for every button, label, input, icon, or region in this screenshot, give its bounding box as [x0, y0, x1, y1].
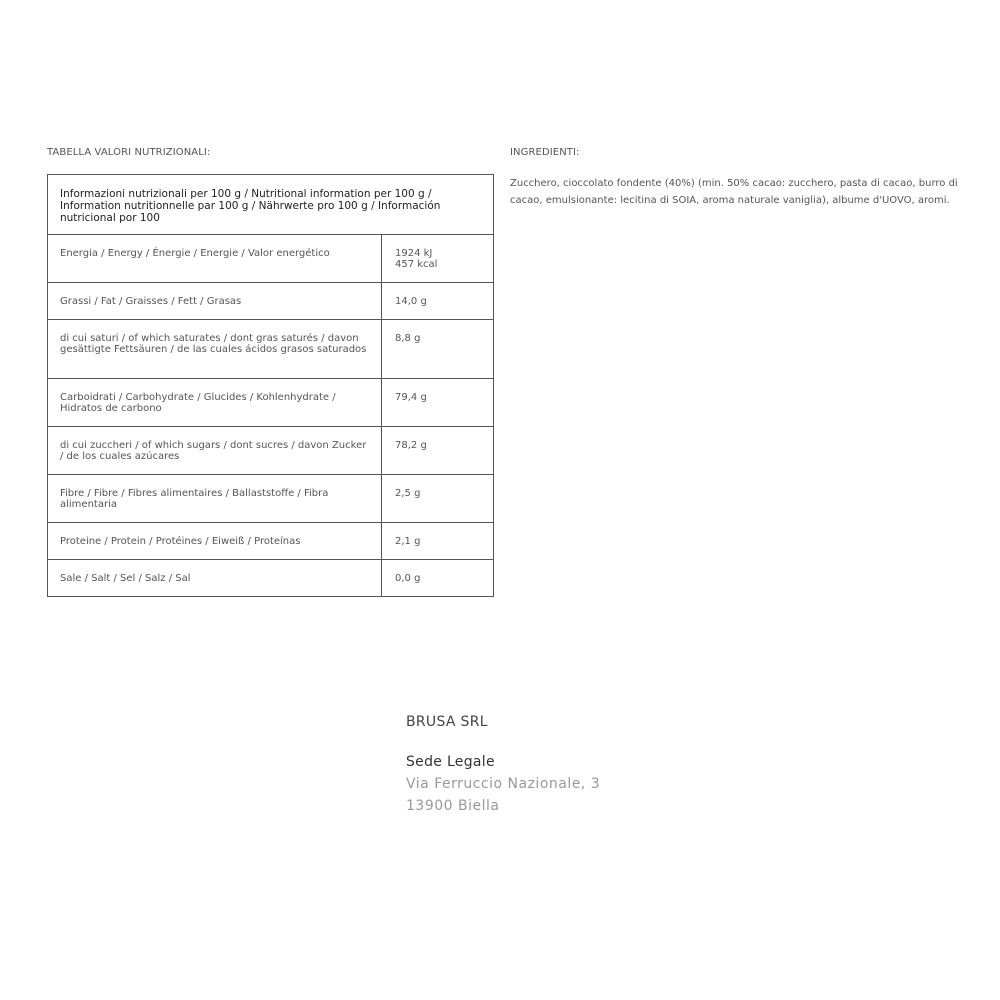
nutrient-value: 79,4 g [395, 392, 427, 403]
table-row [48, 560, 493, 596]
nutrient-label: di cui zuccheri / of which sugars / dont sucres / davon Zucker / de los cuales azúcares [48, 427, 382, 474]
nutrition-table-title: TABELLA VALORI NUTRIZIONALI: [47, 147, 211, 158]
nutrition-table [47, 174, 494, 597]
table-row [48, 475, 493, 523]
table-row [48, 320, 493, 379]
energy-kj-value: 1924 kJ [395, 248, 433, 259]
ingredients-text: Zucchero, cioccolato fondente (40%) (min. 50% cacao: zucchero, pasta di cacao, burro di cacao, emulsionante: lecitina di SOIA, aroma naturale vaniglia), albume d'UOVO, aromi. [510, 178, 958, 206]
address-city: 13900 Biella [406, 798, 500, 814]
nutrient-label: Carboidrati / Carbohydrate / Glucides / Kohlenhydrate / Hidratos de carbono [48, 379, 382, 426]
nutrient-label: di cui saturi / of which saturates / dont gras saturés / davon gesättigte Fettsäuren / de las cuales ácidos grasos saturados [48, 320, 382, 378]
company-info [406, 714, 600, 820]
table-row [48, 379, 493, 427]
nutrient-value: 78,2 g [395, 440, 427, 451]
table-row [48, 523, 493, 560]
nutrient-label: Proteine / Protein / Protéines / Eiweiß / Proteínas [48, 523, 382, 559]
nutrient-value: 14,0 g [395, 296, 427, 307]
nutrient-label: Energia / Energy / Énergie / Energie / Valor energético [48, 235, 382, 282]
nutrient-value: 2,1 g [395, 536, 421, 547]
energy-kcal-value: 457 kcal [395, 259, 438, 270]
table-row [48, 427, 493, 475]
nutrient-label: Sale / Salt / Sel / Salz / Sal [48, 560, 382, 596]
ingredients-title: INGREDIENTI: [510, 147, 580, 158]
nutrient-value [382, 235, 493, 282]
table-row [48, 235, 493, 283]
nutrient-value: 8,8 g [395, 333, 421, 344]
nutrient-label: Fibre / Fibre / Fibres alimentaires / Ballaststoffe / Fibra alimentaria [48, 475, 382, 522]
table-row [48, 283, 493, 320]
nutrient-value: 0,0 g [395, 573, 421, 584]
company-name: BRUSA SRL [406, 714, 488, 730]
address-street: Via Ferruccio Nazionale, 3 [406, 776, 601, 792]
nutrition-table-header: Informazioni nutrizionali per 100 g / Nutritional information per 100 g / Information nutritionnelle par 100 g / Nährwerte pro 100 g / Información nutricional por 100 [48, 175, 493, 235]
legal-office-label: Sede Legale [406, 754, 495, 770]
nutrient-label: Grassi / Fat / Graisses / Fett / Grasas [48, 283, 382, 319]
nutrient-value: 2,5 g [395, 488, 421, 499]
